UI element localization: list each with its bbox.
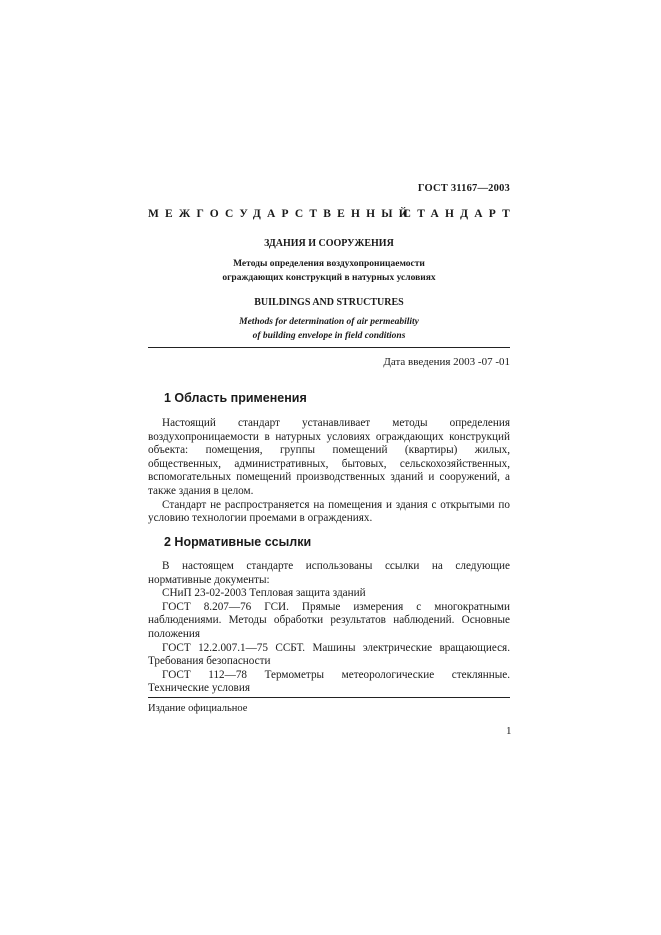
standard-type-right: СТАНДАРТ [402, 208, 516, 220]
reference-item: ГОСТ 12.2.007.1—75 ССБТ. Машины электрические вращающиеся. Требования безопасности [148, 641, 510, 668]
section-1-body [148, 417, 510, 526]
section-2-body [148, 560, 510, 696]
paragraph: Стандарт не распространяется на помещения и здания с открытыми по условию технологии проемами в ограждениях. [148, 498, 510, 525]
introduction-date: Дата введения 2003 -07 -01 [383, 356, 510, 368]
subtitle-ru-line-1: Методы определения воздухопроницаемости [233, 259, 425, 269]
reference-item: ГОСТ 8.207—76 ГСИ. Прямые измерения с многократными наблюдениями. Методы обработки результатов наблюдений. Основные положения [148, 600, 510, 640]
title-ru: ЗДАНИЯ И СООРУЖЕНИЯ [264, 238, 394, 249]
reference-item: ГОСТ 112—78 Термометры метеорологические стеклянные. Технические условия [148, 668, 510, 695]
subtitle-ru-line-2: ограждающих конструкций в натурных условиях [222, 273, 436, 283]
section-2-heading: 2 Нормативные ссылки [164, 535, 312, 549]
subtitle-ru [148, 257, 510, 285]
divider-bottom [148, 697, 510, 698]
paragraph: Настоящий стандарт устанавливает методы определения воздухопроницаемости в натурных условиях ограждающих конструкций объекта: помещения, группы помещений (квартиры) жилых, общественных, административных, бытовых, сельскохозяйственных, вспомогательных помещений производственных зданий и сооружений, а также здания в целом. [148, 417, 510, 497]
reference-item: СНиП 23-02-2003 Тепловая защита зданий [162, 587, 366, 600]
standard-type-left: МЕЖГОСУДАРСТВЕННЫЙ [148, 208, 414, 220]
divider-top [148, 347, 510, 348]
title-en: BUILDINGS AND STRUCTURES [254, 297, 404, 308]
subtitle-en-line-1: Methods for determination of air permeability [239, 317, 419, 327]
paragraph: В настоящем стандарте использованы ссылки на следующие нормативные документы: [148, 560, 510, 586]
page-number: 1 [506, 725, 512, 737]
standard-type-line [148, 208, 516, 220]
document-code: ГОСТ 31167—2003 [417, 183, 510, 194]
section-1-heading: 1 Область применения [164, 391, 307, 405]
subtitle-en-line-2: of building envelope in field conditions [252, 331, 406, 341]
subtitle-en [148, 315, 510, 343]
edition-note: Издание официальное [148, 703, 248, 714]
